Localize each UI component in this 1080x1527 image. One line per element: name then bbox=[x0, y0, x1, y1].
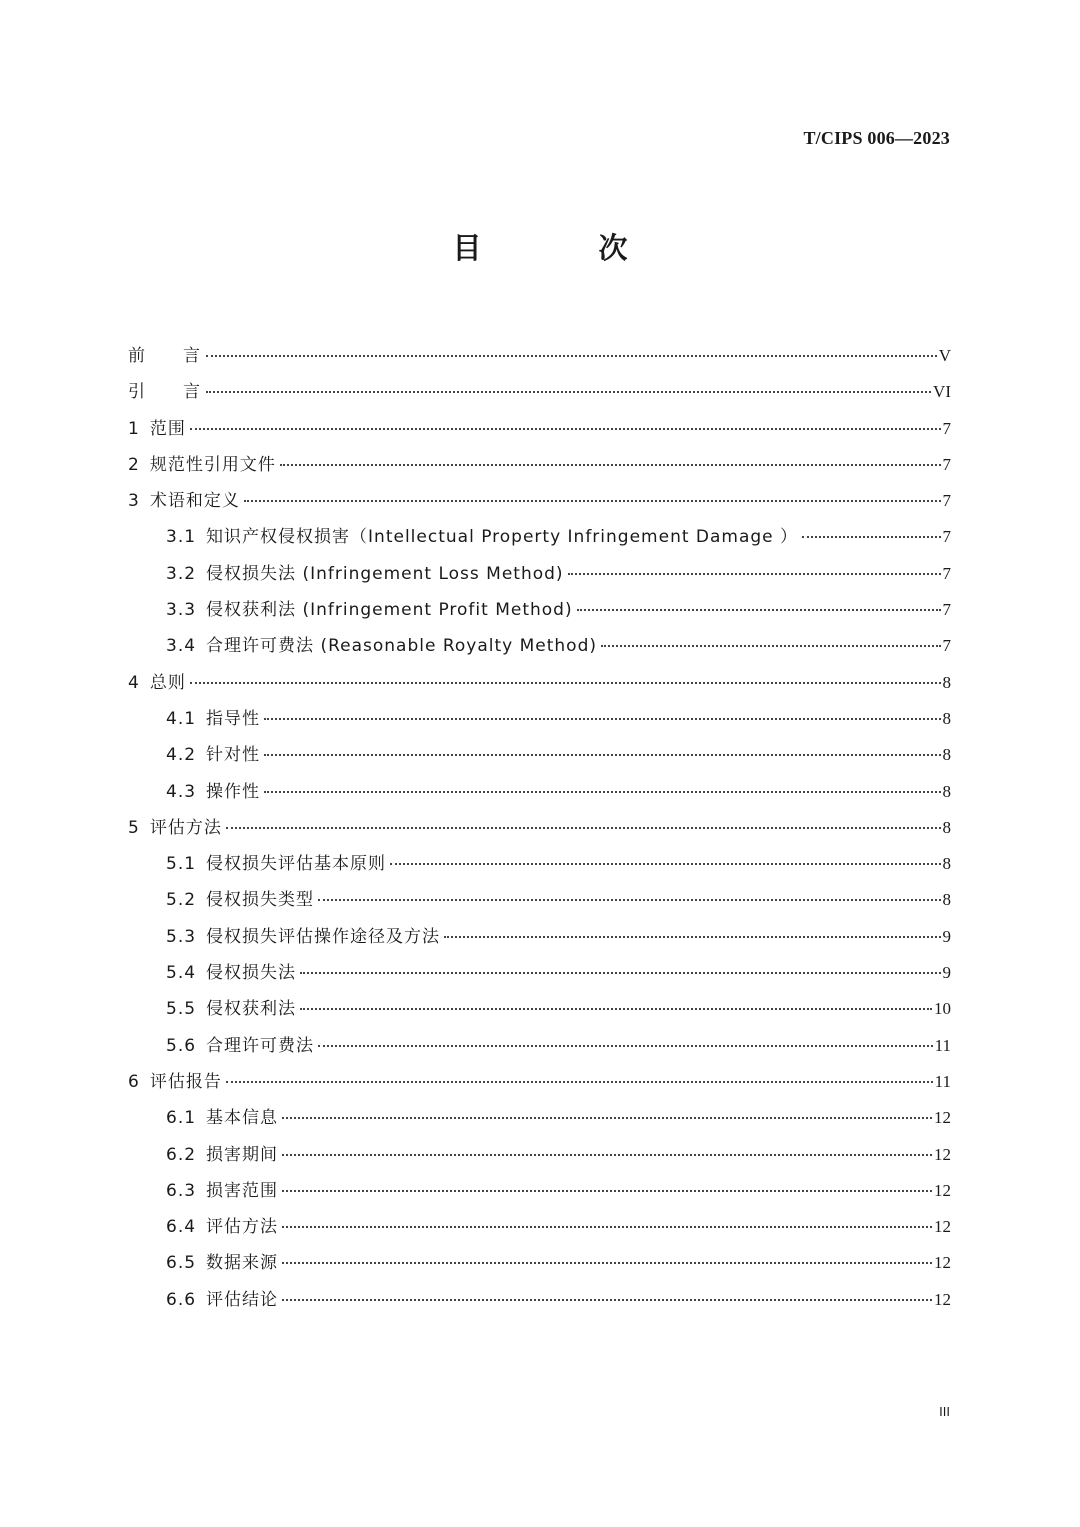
toc-entry[interactable] bbox=[128, 450, 951, 486]
toc-entry-title: 操作性 bbox=[206, 781, 261, 802]
toc-entry[interactable] bbox=[128, 341, 951, 377]
toc-entry-page: 12 bbox=[934, 1108, 951, 1128]
toc-entry-number: 5.4 bbox=[166, 963, 197, 984]
toc-dot-leader bbox=[190, 428, 941, 430]
toc-entry[interactable] bbox=[128, 631, 951, 667]
toc-entry-page: 12 bbox=[934, 1253, 951, 1273]
toc-entry[interactable] bbox=[128, 704, 951, 740]
toc-entry-title: 损害期间 bbox=[206, 1144, 279, 1165]
toc-entry-number: 6.6 bbox=[166, 1289, 197, 1310]
toc-entry-title: 合理许可费法 bbox=[206, 1035, 315, 1056]
footer-page-number: III bbox=[939, 1404, 950, 1419]
toc-entry-page: 8 bbox=[942, 672, 951, 692]
toc-entry-page: 11 bbox=[934, 1071, 951, 1091]
toc-entry-title: 侵权获利法 bbox=[206, 999, 297, 1020]
table-of-contents bbox=[128, 341, 951, 1321]
toc-dot-leader bbox=[390, 863, 940, 865]
toc-dot-leader bbox=[318, 1045, 933, 1047]
toc-entry-number: 6.5 bbox=[166, 1253, 197, 1274]
toc-entry[interactable] bbox=[128, 377, 951, 413]
toc-dot-leader bbox=[264, 754, 940, 756]
toc-entry-title: 合理许可费法 (Reasonable Royalty Method) bbox=[206, 636, 598, 657]
toc-dot-leader bbox=[282, 1117, 932, 1119]
toc-entry-number: 5.5 bbox=[166, 999, 197, 1020]
toc-entry-title: 知识产权侵权损害（Intellectual Property Infringement Damage ） bbox=[206, 527, 799, 548]
toc-entry-number: 1 bbox=[128, 418, 140, 439]
toc-entry[interactable] bbox=[128, 1176, 951, 1212]
toc-entry-number: 3.1 bbox=[166, 527, 197, 548]
toc-entry-number: 6 bbox=[128, 1071, 140, 1092]
toc-dot-leader bbox=[264, 791, 940, 793]
toc-entry[interactable] bbox=[128, 849, 951, 885]
toc-entry-page: VI bbox=[933, 382, 951, 402]
toc-entry[interactable] bbox=[128, 1103, 951, 1139]
toc-entry-title: 数据来源 bbox=[206, 1253, 279, 1274]
toc-entry-page: 8 bbox=[942, 890, 951, 910]
toc-entry-page: 7 bbox=[942, 491, 951, 511]
toc-dot-leader bbox=[601, 645, 940, 647]
toc-entry-title: 基本信息 bbox=[206, 1108, 279, 1129]
toc-entry-number: 5.1 bbox=[166, 854, 197, 875]
toc-dot-leader bbox=[206, 391, 931, 393]
toc-entry[interactable] bbox=[128, 1140, 951, 1176]
toc-entry-page: 12 bbox=[934, 1144, 951, 1164]
toc-entry[interactable] bbox=[128, 559, 951, 595]
toc-dot-leader bbox=[264, 718, 940, 720]
toc-entry-title: 侵权损失法 bbox=[206, 963, 297, 984]
toc-dot-leader bbox=[190, 682, 941, 684]
toc-entry-number: 6.4 bbox=[166, 1217, 197, 1238]
toc-dot-leader bbox=[282, 1154, 932, 1156]
toc-entry-page: 8 bbox=[942, 854, 951, 874]
toc-entry-page: 8 bbox=[942, 781, 951, 801]
toc-entry-title: 侵权损失类型 bbox=[206, 890, 315, 911]
toc-entry-page: 8 bbox=[942, 708, 951, 728]
toc-entry-page: 7 bbox=[942, 454, 951, 474]
toc-entry-number: 3 bbox=[128, 491, 140, 512]
toc-entry-title: 侵权损失法 (Infringement Loss Method) bbox=[206, 563, 564, 584]
toc-entry-number: 4.2 bbox=[166, 745, 197, 766]
toc-entry[interactable] bbox=[128, 885, 951, 921]
toc-dot-leader bbox=[577, 609, 941, 611]
toc-entry-page: 11 bbox=[934, 1035, 951, 1055]
toc-entry-title: 总则 bbox=[149, 672, 186, 693]
toc-entry-number: 3.2 bbox=[166, 563, 197, 584]
toc-entry-title: 侵权获利法 (Infringement Profit Method) bbox=[206, 600, 573, 621]
toc-dot-leader bbox=[300, 1008, 932, 1010]
toc-entry-number: 4.3 bbox=[166, 781, 197, 802]
toc-entry-page: 7 bbox=[942, 600, 951, 620]
toc-entry-page: 12 bbox=[934, 1217, 951, 1237]
toc-entry-title: 术语和定义 bbox=[149, 491, 240, 512]
toc-entry-title: 范围 bbox=[149, 418, 186, 439]
toc-entry-number: 4 bbox=[128, 672, 140, 693]
toc-entry-title: 针对性 bbox=[206, 745, 261, 766]
toc-dot-leader bbox=[226, 827, 941, 829]
toc-entry-page: 7 bbox=[942, 527, 951, 547]
toc-entry-title: 引言 bbox=[128, 382, 238, 403]
toc-entry-page: 12 bbox=[934, 1289, 951, 1309]
toc-dot-leader bbox=[226, 1081, 933, 1083]
toc-entry-title: 侵权损失评估操作途径及方法 bbox=[206, 926, 441, 947]
toc-entry-number: 6.2 bbox=[166, 1144, 197, 1165]
toc-entry-number: 4.1 bbox=[166, 708, 197, 729]
toc-entry-title: 评估方法 bbox=[206, 1217, 279, 1238]
toc-dot-leader bbox=[282, 1226, 932, 1228]
toc-dot-leader bbox=[444, 936, 940, 938]
toc-dot-leader bbox=[300, 972, 940, 974]
toc-entry[interactable] bbox=[128, 1067, 951, 1103]
toc-dot-leader bbox=[802, 536, 940, 538]
toc-dot-leader bbox=[280, 464, 941, 466]
toc-entry-title: 侵权损失评估基本原则 bbox=[206, 854, 387, 875]
toc-entry-number: 3.3 bbox=[166, 600, 197, 621]
toc-entry-page: 10 bbox=[934, 999, 951, 1019]
toc-dot-leader bbox=[568, 573, 941, 575]
toc-entry[interactable] bbox=[128, 1212, 951, 1248]
toc-entry[interactable] bbox=[128, 668, 951, 704]
toc-entry-number: 5.6 bbox=[166, 1035, 197, 1056]
toc-entry-title: 损害范围 bbox=[206, 1180, 279, 1201]
toc-entry-title: 指导性 bbox=[206, 708, 261, 729]
toc-entry-page: 7 bbox=[942, 418, 951, 438]
toc-entry[interactable] bbox=[128, 813, 951, 849]
toc-entry-page: 8 bbox=[942, 745, 951, 765]
toc-entry[interactable] bbox=[128, 922, 951, 958]
toc-dot-leader bbox=[282, 1299, 932, 1301]
toc-entry-page: 7 bbox=[942, 636, 951, 656]
toc-entry-number: 5.2 bbox=[166, 890, 197, 911]
toc-entry-page: 7 bbox=[942, 563, 951, 583]
toc-dot-leader bbox=[282, 1262, 932, 1264]
toc-title: 目 次 bbox=[452, 231, 672, 265]
toc-entry[interactable] bbox=[128, 1285, 951, 1321]
document-code: T/CIPS 006—2023 bbox=[803, 128, 950, 148]
toc-entry-number: 6.3 bbox=[166, 1180, 197, 1201]
toc-entry-page: 9 bbox=[942, 963, 951, 983]
toc-dot-leader bbox=[244, 500, 941, 502]
toc-entry-page: V bbox=[938, 346, 951, 365]
toc-entry[interactable] bbox=[128, 595, 951, 631]
toc-dot-leader bbox=[282, 1190, 932, 1192]
toc-dot-leader bbox=[318, 899, 940, 901]
toc-entry-title: 前言 bbox=[128, 346, 238, 366]
toc-entry-title: 评估结论 bbox=[206, 1289, 279, 1310]
toc-entry[interactable] bbox=[128, 1031, 951, 1067]
toc-entry-page: 12 bbox=[934, 1180, 951, 1200]
toc-entry[interactable] bbox=[128, 740, 951, 776]
toc-entry-number: 5 bbox=[128, 817, 140, 838]
toc-entry-page: 9 bbox=[942, 926, 951, 946]
toc-entry[interactable] bbox=[128, 1248, 951, 1284]
toc-entry-title: 评估报告 bbox=[149, 1071, 222, 1092]
toc-entry-page: 8 bbox=[942, 817, 951, 837]
toc-entry-number: 5.3 bbox=[166, 926, 197, 947]
toc-entry[interactable] bbox=[128, 522, 951, 558]
toc-entry-number: 3.4 bbox=[166, 636, 197, 657]
toc-entry[interactable] bbox=[128, 958, 951, 994]
toc-entry-title: 评估方法 bbox=[149, 817, 222, 838]
toc-entry-number: 2 bbox=[128, 454, 140, 475]
toc-entry[interactable] bbox=[128, 994, 951, 1030]
toc-entry[interactable] bbox=[128, 414, 951, 450]
toc-entry-number: 6.1 bbox=[166, 1108, 197, 1129]
toc-entry[interactable] bbox=[128, 777, 951, 813]
toc-entry-title: 规范性引用文件 bbox=[149, 454, 276, 475]
toc-dot-leader bbox=[206, 355, 937, 357]
toc-entry[interactable] bbox=[128, 486, 951, 522]
